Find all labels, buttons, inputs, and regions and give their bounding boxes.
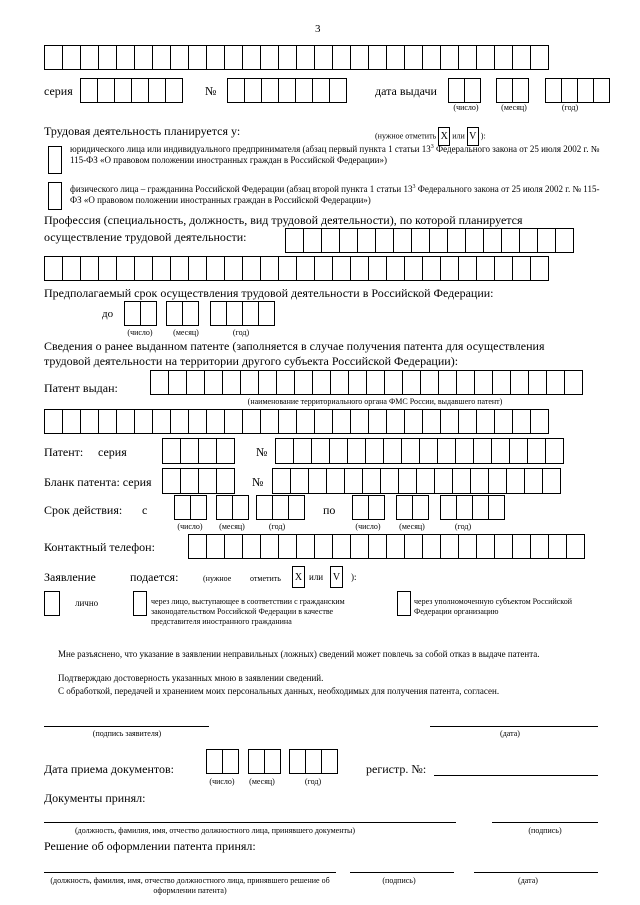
patent-issued-caption: (наименование территориального органа ФМС России, выдавшего патент) — [247, 397, 503, 406]
declaration-p2-text: Подтверждаю достоверность указанных мною в заявлении сведений. — [58, 673, 324, 683]
patent-series-cells[interactable] — [162, 438, 234, 464]
validity-from-month-caption: (месяц) — [219, 522, 245, 531]
prev-patent-line1: Сведения о ранее выданном патенте (заполняется в случае получения патента для осуществления — [44, 339, 545, 353]
declaration-p1 — [44, 649, 600, 660]
official-signature-line[interactable] — [492, 822, 598, 823]
receipt-day-caption: (число) — [209, 777, 235, 786]
passport-series-cells[interactable] — [80, 78, 182, 103]
term-month-cells[interactable] — [166, 301, 198, 326]
passport-month-caption: (месяц) — [501, 103, 527, 112]
profession-cells-1[interactable] — [285, 228, 573, 253]
submission-label: Заявление — [44, 570, 96, 584]
passport-issue-day-cells[interactable] — [448, 78, 480, 103]
passport-year-caption: (год) — [561, 103, 579, 112]
patent-number-cells[interactable] — [275, 438, 563, 464]
decision-signature-line[interactable] — [350, 872, 454, 873]
accepted-by-label: Документы принял: — [44, 791, 146, 805]
submission-or: или — [309, 572, 324, 582]
decision-signature-caption: (подпись) — [382, 876, 416, 885]
term-until-label: до — [102, 308, 114, 320]
official-line[interactable] — [44, 822, 456, 823]
validity-from-year-cells[interactable] — [256, 495, 304, 520]
validity-label: Срок действия: — [44, 503, 123, 517]
individual-checkbox[interactable] — [48, 182, 62, 210]
legal-entity-sup: 3 — [430, 144, 434, 150]
validity-to-day-cells[interactable] — [352, 495, 384, 520]
submit-via-person-checkbox[interactable] — [133, 591, 147, 616]
passport-issue-year-cells[interactable] — [545, 78, 609, 103]
validity-to-month-cells[interactable] — [396, 495, 428, 520]
mark-end: ): — [480, 131, 486, 141]
validity-from-day-cells[interactable] — [174, 495, 206, 520]
applicant-signature-line[interactable] — [44, 726, 209, 727]
validity-to-year-caption: (год) — [454, 522, 472, 531]
decision-date-caption: (дата) — [518, 876, 538, 885]
submit-via-org-label: через уполномоченную субъектом Российской Федерации организацию — [414, 597, 573, 616]
submission-mark-v: V — [330, 566, 343, 588]
receipt-month-caption: (месяц) — [249, 777, 275, 786]
patent-number-label: № — [256, 445, 268, 459]
validity-to-label: по — [323, 503, 336, 517]
declaration-p3-text: С обработкой, передачей и хранением моих персональных данных, необходимых для получения патента, согласен. — [58, 686, 500, 696]
profession-label-line1: Профессия (специальность, должность, вид трудовой деятельности), по которой планируется — [44, 213, 523, 227]
blank-number-label: № — [252, 475, 264, 489]
applicant-date-caption: (дата) — [500, 729, 520, 738]
submission-mark-hint: (нужное — [203, 574, 232, 583]
decision-official-line[interactable] — [44, 872, 336, 873]
top-name-grid[interactable] — [44, 45, 548, 70]
legal-entity-main: юридического лица или индивидуального предпринимателя (абзац первый пункта 1 статьи 13 — [70, 144, 431, 154]
decision-date-line[interactable] — [474, 872, 598, 873]
individual-main: физического лица – гражданина Российской Федерации (абзац второй пункта 1 статьи 13 — [70, 184, 413, 194]
individual-sup: 3 — [412, 184, 416, 190]
patent-series-label: серия — [98, 445, 127, 459]
prev-patent-line2: трудовой деятельности на территории другого субъекта Российской Федерации): — [44, 354, 459, 368]
validity-from-year-caption: (год) — [268, 522, 286, 531]
mark-v-sample: V — [467, 127, 479, 146]
receipt-year-cells[interactable] — [289, 749, 337, 774]
applicant-date-line[interactable] — [430, 726, 598, 727]
term-year-cells[interactable] — [210, 301, 274, 326]
patent-issued-cells[interactable] — [150, 370, 582, 395]
decision-label: Решение об оформлении патента принял: — [44, 839, 256, 853]
validity-from-day-caption: (число) — [177, 522, 203, 531]
passport-issue-date-label: дата выдачи — [375, 84, 437, 98]
term-day-caption: (число) — [127, 328, 153, 337]
registration-number-line[interactable] — [434, 775, 598, 776]
page-number: 3 — [315, 23, 321, 35]
declaration-p3 — [44, 686, 600, 697]
mark-x-sample: X — [438, 127, 450, 146]
term-year-caption: (год) — [232, 328, 250, 337]
profession-label-line2: осуществление трудовой деятельности: — [44, 230, 247, 244]
validity-to-year-cells[interactable] — [440, 495, 504, 520]
work-mark-hint-text: (нужное отметить — [375, 131, 437, 141]
blank-number-cells[interactable] — [272, 468, 560, 494]
patent-issued-label: Патент выдан: — [44, 381, 118, 395]
individual-text — [70, 184, 600, 206]
validity-from-month-cells[interactable] — [216, 495, 248, 520]
registration-number-label: регистр. №: — [366, 762, 427, 776]
receipt-year-caption: (год) — [304, 777, 322, 786]
submit-personally-label: лично — [75, 598, 99, 608]
validity-to-day-caption: (число) — [355, 522, 381, 531]
declaration-p1-text: Мне разъяснено, что указание в заявлении неправильных (ложных) сведений может повлечь за собой отказ в выдаче патента. — [58, 649, 540, 659]
term-day-cells[interactable] — [124, 301, 156, 326]
declaration-p2 — [44, 673, 600, 684]
decision-caption: (должность, фамилия, имя, отчество должностного лица, принявшего решение об оформлении патента) — [50, 876, 330, 895]
validity-to-month-caption: (месяц) — [399, 522, 425, 531]
submit-via-person-label: через лицо, выступающее в соответствии с гражданским законодательством Российской Федерации в качестве представителя иностранного гражданина — [151, 597, 345, 626]
work-planned-label: Трудовая деятельность планируется у: — [44, 124, 241, 138]
term-month-caption: (месяц) — [173, 328, 199, 337]
mark-or: или — [452, 131, 465, 141]
individual-tail: Федерального закона от 25 июля 2002 г. № 115-ФЗ «О правовом положении иностранных граждан в Российской Федерации») — [70, 184, 600, 205]
submit-personally-checkbox[interactable] — [44, 591, 60, 616]
passport-issue-month-cells[interactable] — [496, 78, 528, 103]
receipt-date-label: Дата приема документов: — [44, 762, 174, 776]
phone-label: Контактный телефон: — [44, 540, 155, 554]
legal-entity-checkbox[interactable] — [48, 146, 62, 174]
phone-cells[interactable] — [188, 534, 584, 559]
official-caption: (должность, фамилия, имя, отчество должностного лица, принявшего документы) — [74, 826, 356, 835]
submission-mark-end: ): — [351, 572, 357, 582]
receipt-day-cells[interactable] — [206, 749, 238, 774]
submit-via-org-checkbox[interactable] — [397, 591, 411, 616]
blank-series-cells[interactable] — [162, 468, 234, 494]
profession-cells-2[interactable] — [44, 256, 548, 281]
patent-label: Патент: — [44, 445, 84, 459]
passport-number-label: № — [205, 84, 217, 98]
patent-issued-cells-2[interactable] — [44, 409, 548, 434]
submission-label-2: подается: — [130, 570, 179, 584]
legal-entity-tail: Федерального закона от 25 июля 2002 г. № 115-ФЗ «О правовом положении иностранных граждан в Российской Федерации») — [70, 144, 600, 165]
applicant-signature-caption: (подпись заявителя) — [92, 729, 162, 738]
legal-entity-text — [70, 144, 600, 166]
validity-from-label: с — [142, 503, 148, 517]
blank-series-label: Бланк патента: серия — [44, 475, 152, 489]
passport-day-caption: (число) — [453, 103, 479, 112]
receipt-month-cells[interactable] — [248, 749, 280, 774]
submission-mark-x: X — [292, 566, 305, 588]
term-label: Предполагаемый срок осуществления трудовой деятельности в Российской Федерации: — [44, 286, 494, 300]
passport-series-label: серия — [44, 84, 73, 98]
submission-mark-hint-2: отметить — [250, 574, 281, 583]
official-signature-caption: (подпись) — [528, 826, 562, 835]
passport-number-cells[interactable] — [227, 78, 346, 103]
